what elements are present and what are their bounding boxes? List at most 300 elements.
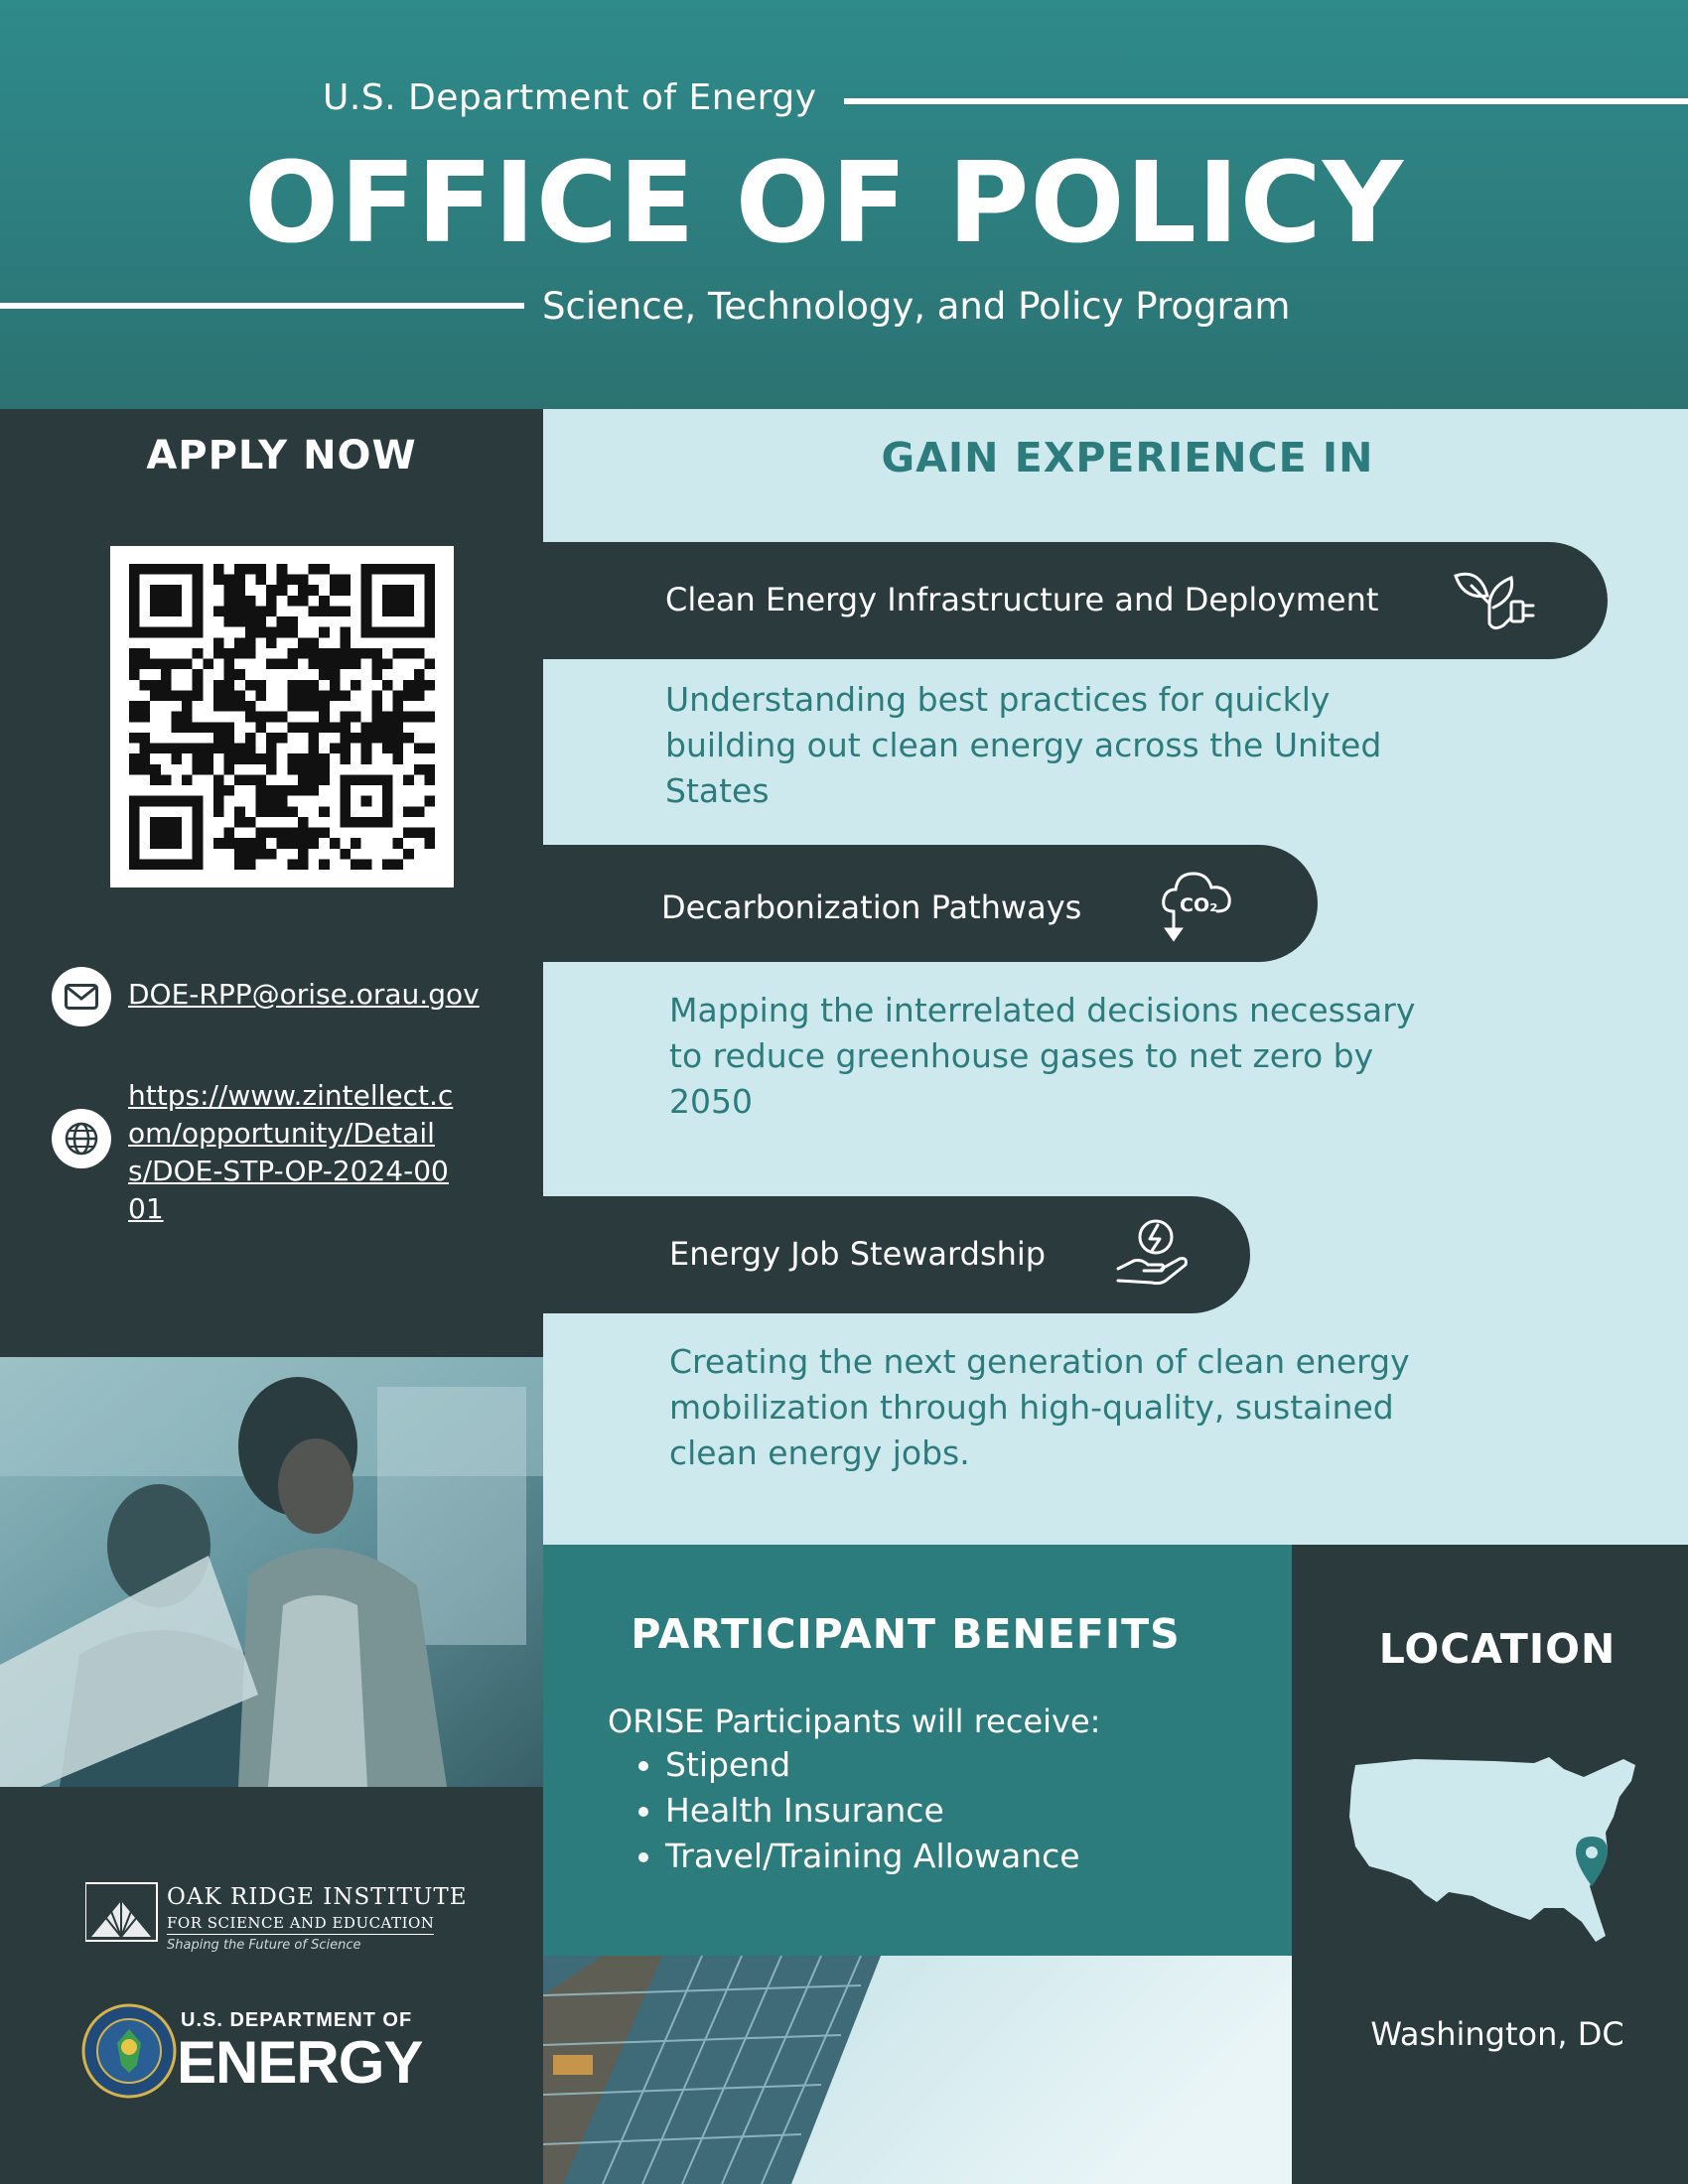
qr-module [224,606,235,616]
qr-module [424,796,435,807]
experience-heading: GAIN EXPERIENCE IN [881,434,1374,481]
qr-module [382,733,393,744]
qr-module [287,785,298,796]
qr-module [287,616,298,627]
qr-module [403,648,414,659]
qr-module [414,828,425,839]
qr-module [340,637,351,648]
qr-module [287,722,298,733]
qr-module [234,575,245,586]
qr-module [351,733,361,744]
qr-module [171,722,182,733]
qr-module [309,659,320,670]
qr-module [309,585,320,596]
qr-module [298,828,309,839]
qr-module [287,859,298,870]
qr-module [393,648,404,659]
qr-module [245,627,256,638]
qr-module [403,828,414,839]
qr-module [287,701,298,712]
qr-module [298,637,309,648]
qr-module [245,680,256,691]
qr-module [277,585,288,596]
qr-module [319,722,330,733]
qr-module [287,806,298,817]
qr-module [213,744,224,754]
qr-module [361,648,372,659]
qr-module [224,575,235,586]
doe-logo-line1: U.S. DEPARTMENT OF [181,2009,413,2031]
qr-module [287,648,298,659]
benefit-item: • Health Insurance [665,1788,1080,1834]
qr-module [161,659,172,670]
qr-module [424,764,435,775]
qr-module [129,733,140,744]
qr-module [319,774,330,785]
globe-icon [52,1109,111,1168]
qr-module [340,575,351,586]
qr-module [330,669,341,680]
qr-module [129,659,140,670]
qr-module [234,701,245,712]
qr-module [245,744,256,754]
benefits-intro: ORISE Participants will receive: [608,1703,1101,1740]
qr-module [371,701,382,712]
qr-module [319,712,330,723]
co2-cloud-icon [1160,862,1235,945]
qr-module [266,712,277,723]
qr-module [150,744,161,754]
qr-module [277,796,288,807]
qr-module [361,722,372,733]
doe-seal-icon [81,2003,177,2099]
qr-module [298,849,309,860]
qr-module [161,680,172,691]
qr-module [414,806,425,817]
qr-module [255,849,266,860]
qr-module [255,838,266,849]
benefits-list [626,1742,1080,1879]
qr-module [298,680,309,691]
qr-module [224,753,235,764]
email-link[interactable]: DOE-RPP@orise.orau.gov [128,978,480,1011]
qr-module [234,774,245,785]
qr-module [224,701,235,712]
qr-module [371,722,382,733]
qr-module [277,806,288,817]
qr-module [193,648,204,659]
qr-module [213,680,224,691]
program-name: Science, Technology, and Policy Program [542,285,1291,328]
qr-module [309,701,320,712]
apply-heading: APPLY NOW [146,433,417,478]
qr-module [171,712,182,723]
qr-module [234,817,245,828]
qr-module [277,712,288,723]
qr-module [403,712,414,723]
qr-module [234,753,245,764]
qr-module [129,712,140,723]
qr-module [340,627,351,638]
qr-module [382,744,393,754]
qr-module [424,774,435,785]
qr-module [266,764,277,775]
qr-module [330,606,341,616]
qr-module [393,722,404,733]
qr-module [277,616,288,627]
qr-module [319,690,330,701]
qr-module [255,690,266,701]
qr-module [171,659,182,670]
qr-module [255,796,266,807]
qr-module [309,637,320,648]
qr-module [150,690,161,701]
header-rule-bottom [0,303,524,309]
qr-module [245,753,256,764]
qr-module [298,817,309,828]
qr-module [234,596,245,607]
qr-module [213,774,224,785]
qr-module [266,637,277,648]
qr-module [319,701,330,712]
qr-module [287,753,298,764]
qr-module [193,680,204,691]
qr-module [140,648,151,659]
doe-logo-line2: ENERGY [177,2029,423,2096]
qr-module [255,774,266,785]
qr-module [255,616,266,627]
qr-module [309,828,320,839]
qr-module [277,733,288,744]
qr-module [287,764,298,775]
qr-module [393,838,404,849]
qr-module [224,733,235,744]
qr-module [424,838,435,849]
qr-module [393,733,404,744]
qr-module [361,753,372,764]
qr-module [203,722,213,733]
co2-label: CO₂ [1180,894,1218,916]
qr-code[interactable] [110,546,454,887]
qr-module [298,690,309,701]
qr-module [309,733,320,744]
qr-module [255,722,266,733]
qr-module [309,648,320,659]
qr-module [234,744,245,754]
qr-module [309,838,320,849]
qr-module [330,680,341,691]
photo-colleagues [0,1357,543,1787]
qr-module [382,659,393,670]
qr-module [340,722,351,733]
location-heading: LOCATION [1378,1625,1617,1673]
qr-module [319,753,330,764]
qr-module [319,596,330,607]
qr-module [224,838,235,849]
qr-module [371,733,382,744]
qr-module [319,764,330,775]
qr-module [129,648,140,659]
qr-module [255,828,266,839]
qr-module [393,701,404,712]
qr-module [319,648,330,659]
qr-module [298,596,309,607]
qr-module [424,712,435,723]
qr-module [340,753,351,764]
qr-module [266,585,277,596]
qr-module [245,606,256,616]
qr-module [234,648,245,659]
qr-code-pattern [128,564,436,870]
qr-module [382,859,393,870]
benefit-item: • Stipend [665,1742,1080,1788]
qr-module [245,859,256,870]
qr-module [234,669,245,680]
qr-module [213,785,224,796]
qr-module [266,627,277,638]
qr-module [414,669,425,680]
qr-module [150,659,161,670]
qr-module [309,764,320,775]
qr-module [340,585,351,596]
qr-module [245,849,256,860]
qr-module [298,722,309,733]
qr-module [287,575,298,586]
qr-module [161,690,172,701]
qr-module [277,627,288,638]
qr-module [161,774,172,785]
qr-module [298,585,309,596]
qr-module [414,690,425,701]
qr-module [393,712,404,723]
photo-building [543,1956,1292,2184]
qr-module [213,806,224,817]
qr-module [266,796,277,807]
qr-module [287,690,298,701]
qr-module [150,774,161,785]
qr-module [414,744,425,754]
qr-module [330,838,341,849]
qr-module [224,616,235,627]
qr-module [193,722,204,733]
qr-module [224,722,235,733]
qr-module [224,690,235,701]
website-link[interactable]: https://www.zintellect.com/opportunity/Details/DOE-STP-OP-2024-0001 [128,1079,454,1225]
qr-module [309,564,320,575]
location-city: Washington, DC [1370,2015,1624,2053]
qr-module [340,648,351,659]
qr-module [140,680,151,691]
page-title: OFFICE OF POLICY [244,139,1404,268]
qr-module [319,659,330,670]
qr-module [140,701,151,712]
qr-module [351,859,361,870]
qr-module [213,648,224,659]
qr-module [298,648,309,659]
qr-module [182,774,193,785]
qr-module [330,648,341,659]
qr-module [361,744,372,754]
qr-module [414,648,425,659]
qr-module [140,733,151,744]
qr-module [371,669,382,680]
qr-module [245,712,256,723]
qr-module [319,564,330,575]
qr-module [203,753,213,764]
qr-module [234,838,245,849]
qr-module [266,733,277,744]
qr-module [330,722,341,733]
qr-module [298,575,309,586]
qr-module [330,585,341,596]
qr-module [309,753,320,764]
qr-module [298,785,309,796]
qr-module [371,712,382,723]
qr-module [129,764,140,775]
qr-module [287,659,298,670]
qr-module [298,859,309,870]
qr-module [351,648,361,659]
qr-module [140,744,151,754]
qr-module [171,753,182,764]
qr-module [330,690,341,701]
qr-module [213,690,224,701]
qr-module [161,744,172,754]
qr-module [266,785,277,796]
qr-module [245,838,256,849]
qr-module [287,828,298,839]
qr-module [245,596,256,607]
qr-module [393,859,404,870]
qr-module [319,669,330,680]
qr-module [234,606,245,616]
qr-module [309,606,320,616]
qr-module [371,659,382,670]
qr-module [245,733,256,744]
qr-module [298,701,309,712]
qr-module [340,849,351,860]
qr-module [351,680,361,691]
qr-module [266,753,277,764]
qr-module [234,564,245,575]
qr-module [193,744,204,754]
qr-module [371,690,382,701]
qr-module [309,785,320,796]
qr-module [245,564,256,575]
qr-module [171,690,182,701]
qr-module [129,669,140,680]
qr-module [340,744,351,754]
qr-module [234,690,245,701]
usa-map-icon [1345,1747,1648,1946]
qr-module [319,828,330,839]
qr-module [351,712,361,723]
qr-module [224,648,235,659]
qr-module [277,785,288,796]
qr-module [298,764,309,775]
qr-module [213,606,224,616]
qr-module [255,806,266,817]
qr-module [171,744,182,754]
orise-tagline: Shaping the Future of Science [167,1938,361,1953]
qr-module [361,733,372,744]
qr-module [193,690,204,701]
qr-module [182,659,193,670]
qr-module [234,806,245,817]
qr-module [393,690,404,701]
qr-module [403,733,414,744]
experience-title-3: Energy Job Stewardship [669,1235,1047,1273]
qr-module [193,669,204,680]
qr-module [245,701,256,712]
experience-description-2: Mapping the interrelated decisions necessary to reduce greenhouse gases to net zero by 2050 [669,991,1416,1121]
experience-description-3: Creating the next generation of clean energy mobilization through high-quality, sustained clean energy jobs. [669,1342,1410,1472]
qr-module [213,722,224,733]
qr-module [224,785,235,796]
qr-module [403,774,414,785]
leaf-plug-icon [1450,566,1539,637]
qr-module [224,669,235,680]
qr-module [213,701,224,712]
qr-module [414,712,425,723]
qr-module [266,606,277,616]
qr-module [424,680,435,691]
qr-module [371,648,382,659]
qr-module [319,627,330,638]
qr-module [255,627,266,638]
qr-module [319,606,330,616]
qr-module [224,585,235,596]
qr-module [255,753,266,764]
qr-module [255,712,266,723]
orise-name: OAK RIDGE INSTITUTE [167,1884,468,1910]
qr-module [351,838,361,849]
qr-module [298,753,309,764]
qr-module [403,680,414,691]
qr-module [245,616,256,627]
qr-module [161,669,172,680]
qr-module [309,680,320,691]
qr-module [266,659,277,670]
experience-description-1: Understanding best practices for quickly building out clean energy across the United States [665,680,1382,810]
qr-module [424,659,435,670]
qr-module [309,690,320,701]
qr-module [255,785,266,796]
qr-module [150,764,161,775]
qr-module [277,659,288,670]
qr-module [255,575,266,586]
qr-module [224,744,235,754]
qr-module [129,701,140,712]
qr-module [203,764,213,775]
qr-module [213,796,224,807]
qr-module [298,774,309,785]
qr-module [140,659,151,670]
qr-module [382,722,393,733]
orise-subtitle: FOR SCIENCE AND EDUCATION [167,1914,434,1935]
qr-module [340,712,351,723]
qr-module [266,744,277,754]
qr-module [298,838,309,849]
qr-module [351,659,361,670]
qr-module [213,637,224,648]
qr-module [234,849,245,860]
qr-module [277,564,288,575]
qr-module [340,690,351,701]
qr-module [129,753,140,764]
qr-module [330,575,341,586]
hand-energy-icon [1114,1217,1194,1291]
